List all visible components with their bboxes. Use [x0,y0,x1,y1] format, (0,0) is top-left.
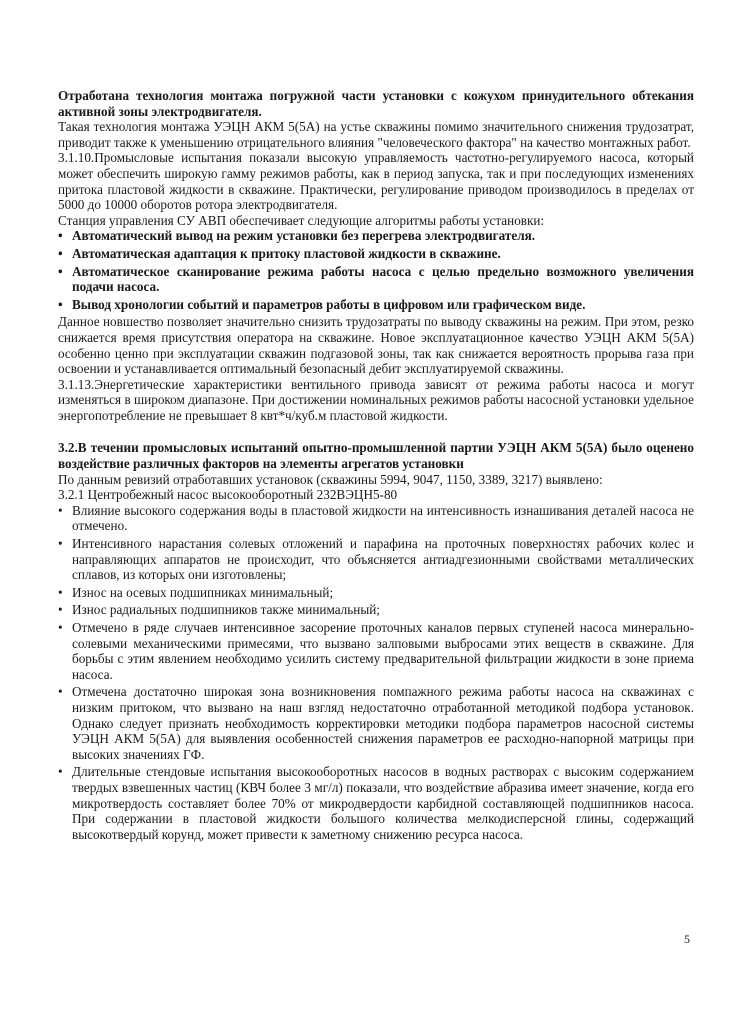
list-item: • Автоматическая адаптация к притоку пластовой жидкости в скважине. [58,245,501,261]
bullet-icon: • [58,764,63,780]
section-heading: Отработана технология монтажа погружной части установки с кожухом принудительного обтекания активной зоны электродвигателя. [58,88,694,119]
paragraph: Станция управления СУ АВП обеспечивает следующие алгоритмы работы установки: [58,212,545,228]
list-item: • Влияние высокого содержания воды в пластовой жидкости на интенсивность изнашивания деталей насоса не отмечено. [58,502,694,534]
algorithm-list [58,228,694,312]
findings-list [58,503,694,842]
list-item: • Длительные стендовые испытания высокооборотных насосов в водных растворах с высоким содержанием твердых взвешенных частиц (КВЧ более 3 мг/л) показали, что воздействие абразива имеет значение, когда его микротвердость составляет более 70% от микродвердости карбидной составляющей подшипников насоса. При содержании в пластовой жидкости большого количества мелкодисперсной глины, содержащий высокотвердый корунд, может привести к заметному снижению ресурса насоса. [58,764,694,842]
list-item: • Отмечено в ряде случаев интенсивное засорение проточных каналов первых ступеней насоса минерально-солевыми механическими примесями, что вызвано залповыми выбросами этих веществ в скважине. Для борьбы с этим явлением необходимо усилить систему предварительной фильтрации жидкости в зоне приема насоса. [58,620,694,682]
paragraph: 3.1.10.Промысловые испытания показали высокую управляемость частотно-регулируемого насоса, который может обеспечить широкую гамму режимов работы, как в период запуска, так и при последующих изменениях притока пластовой жидкости в скважине. Практически, регулирование приводом производилось в пределах от 5000 до 10000 оборотов ротора электродвигателя. [58,150,694,213]
list-item: • Интенсивного нарастания солевых отложений и парафина на проточных поверхностях рабочих колес и направляющих аппаратов не происходит, что объясняется антиадгезионными свойствами металлических сплавов, из которых они изготовлены; [58,536,694,583]
bullet-icon: • [58,245,63,261]
list-item: • Износ радиальных подшипников также минимальный; [58,602,380,618]
document-body [58,88,694,842]
bullet-icon: • [58,263,63,279]
paragraph: 3.1.13.Энергетические характеристики вентильного привода зависят от режима работы насоса и могут изменяться в широком диапазоне. При достижении номинальных режимов работы насосной установки удельное энергопотребление не превышает 8 квт*ч/куб.м пластовой жидкости. [58,376,694,423]
paragraph: По данным ревизий отработавших установок (скважины 5994, 9047, 1150, 3389, 3217) выявлено: [58,471,603,487]
paragraph: Такая технология монтажа УЭЦН АКМ 5(5А) на устье скважины помимо значительного снижения трудозатрат, приводит также к уменьшению отрицательного влияния "человеческого фактора" на качество монтажных работ. [58,119,694,150]
list-item: • Отмечена достаточно широкая зона возникновения помпажного режима работы насоса на скважинах с низким притоком, что вызвано на наш взгляд недостаточно отработанной методикой подбора установок. Однако следует признать необходимость корректировки методики подбора параметров насосной системы УЭЦН АКМ 5(5А) для выявления особенностей снижения параметров ее расходно-напорной матрицы при высоких значениях ГФ. [58,684,694,762]
bullet-icon: • [58,602,63,618]
subsection-title: 3.2.1 Центробежный насос высокооборотный 232ВЭЦН5-80 [58,487,398,503]
list-item: • Автоматическое сканирование режима работы насоса с целью предельно возможного увеличения подачи насоса. [58,263,694,295]
section-heading: 3.2.В течении промысловых испытаний опытно-промышленной партии УЭЦН АКМ 5(5А) было оценено воздействие различных факторов на элементы агрегатов установки [58,440,694,472]
bullet-icon: • [58,620,63,635]
bullet-icon: • [58,584,63,600]
bullet-icon: • [58,228,63,244]
bullet-icon: • [58,536,63,552]
bullet-icon: • [58,684,63,700]
spacer [58,423,694,440]
list-item: • Автоматический вывод на режим установки без перегрева электродвигателя. [58,228,536,244]
list-item: • Вывод хронологии событий и параметров работы в цифровом или графическом виде. [58,296,586,312]
bullet-icon: • [58,296,63,312]
paragraph: Данное новшество позволяет значительно снизить трудозатраты по выводу скважины на режим. При этом, резко снижается время присутствия оператора на скважине. Новое эксплуатационное качество УЭЦН АКМ 5(5А) особенно ценно при эксплуатации скважин подгазовой зоны, так как снижается вероятность прорыва газа при освоении и устанавливается оптимальный безопасный дебит эксплуатируемой скважины. [58,314,694,377]
bullet-icon: • [58,502,63,518]
page-number: 5 [684,932,690,946]
list-item: • Износ на осевых подшипниках минимальный; [58,584,334,600]
